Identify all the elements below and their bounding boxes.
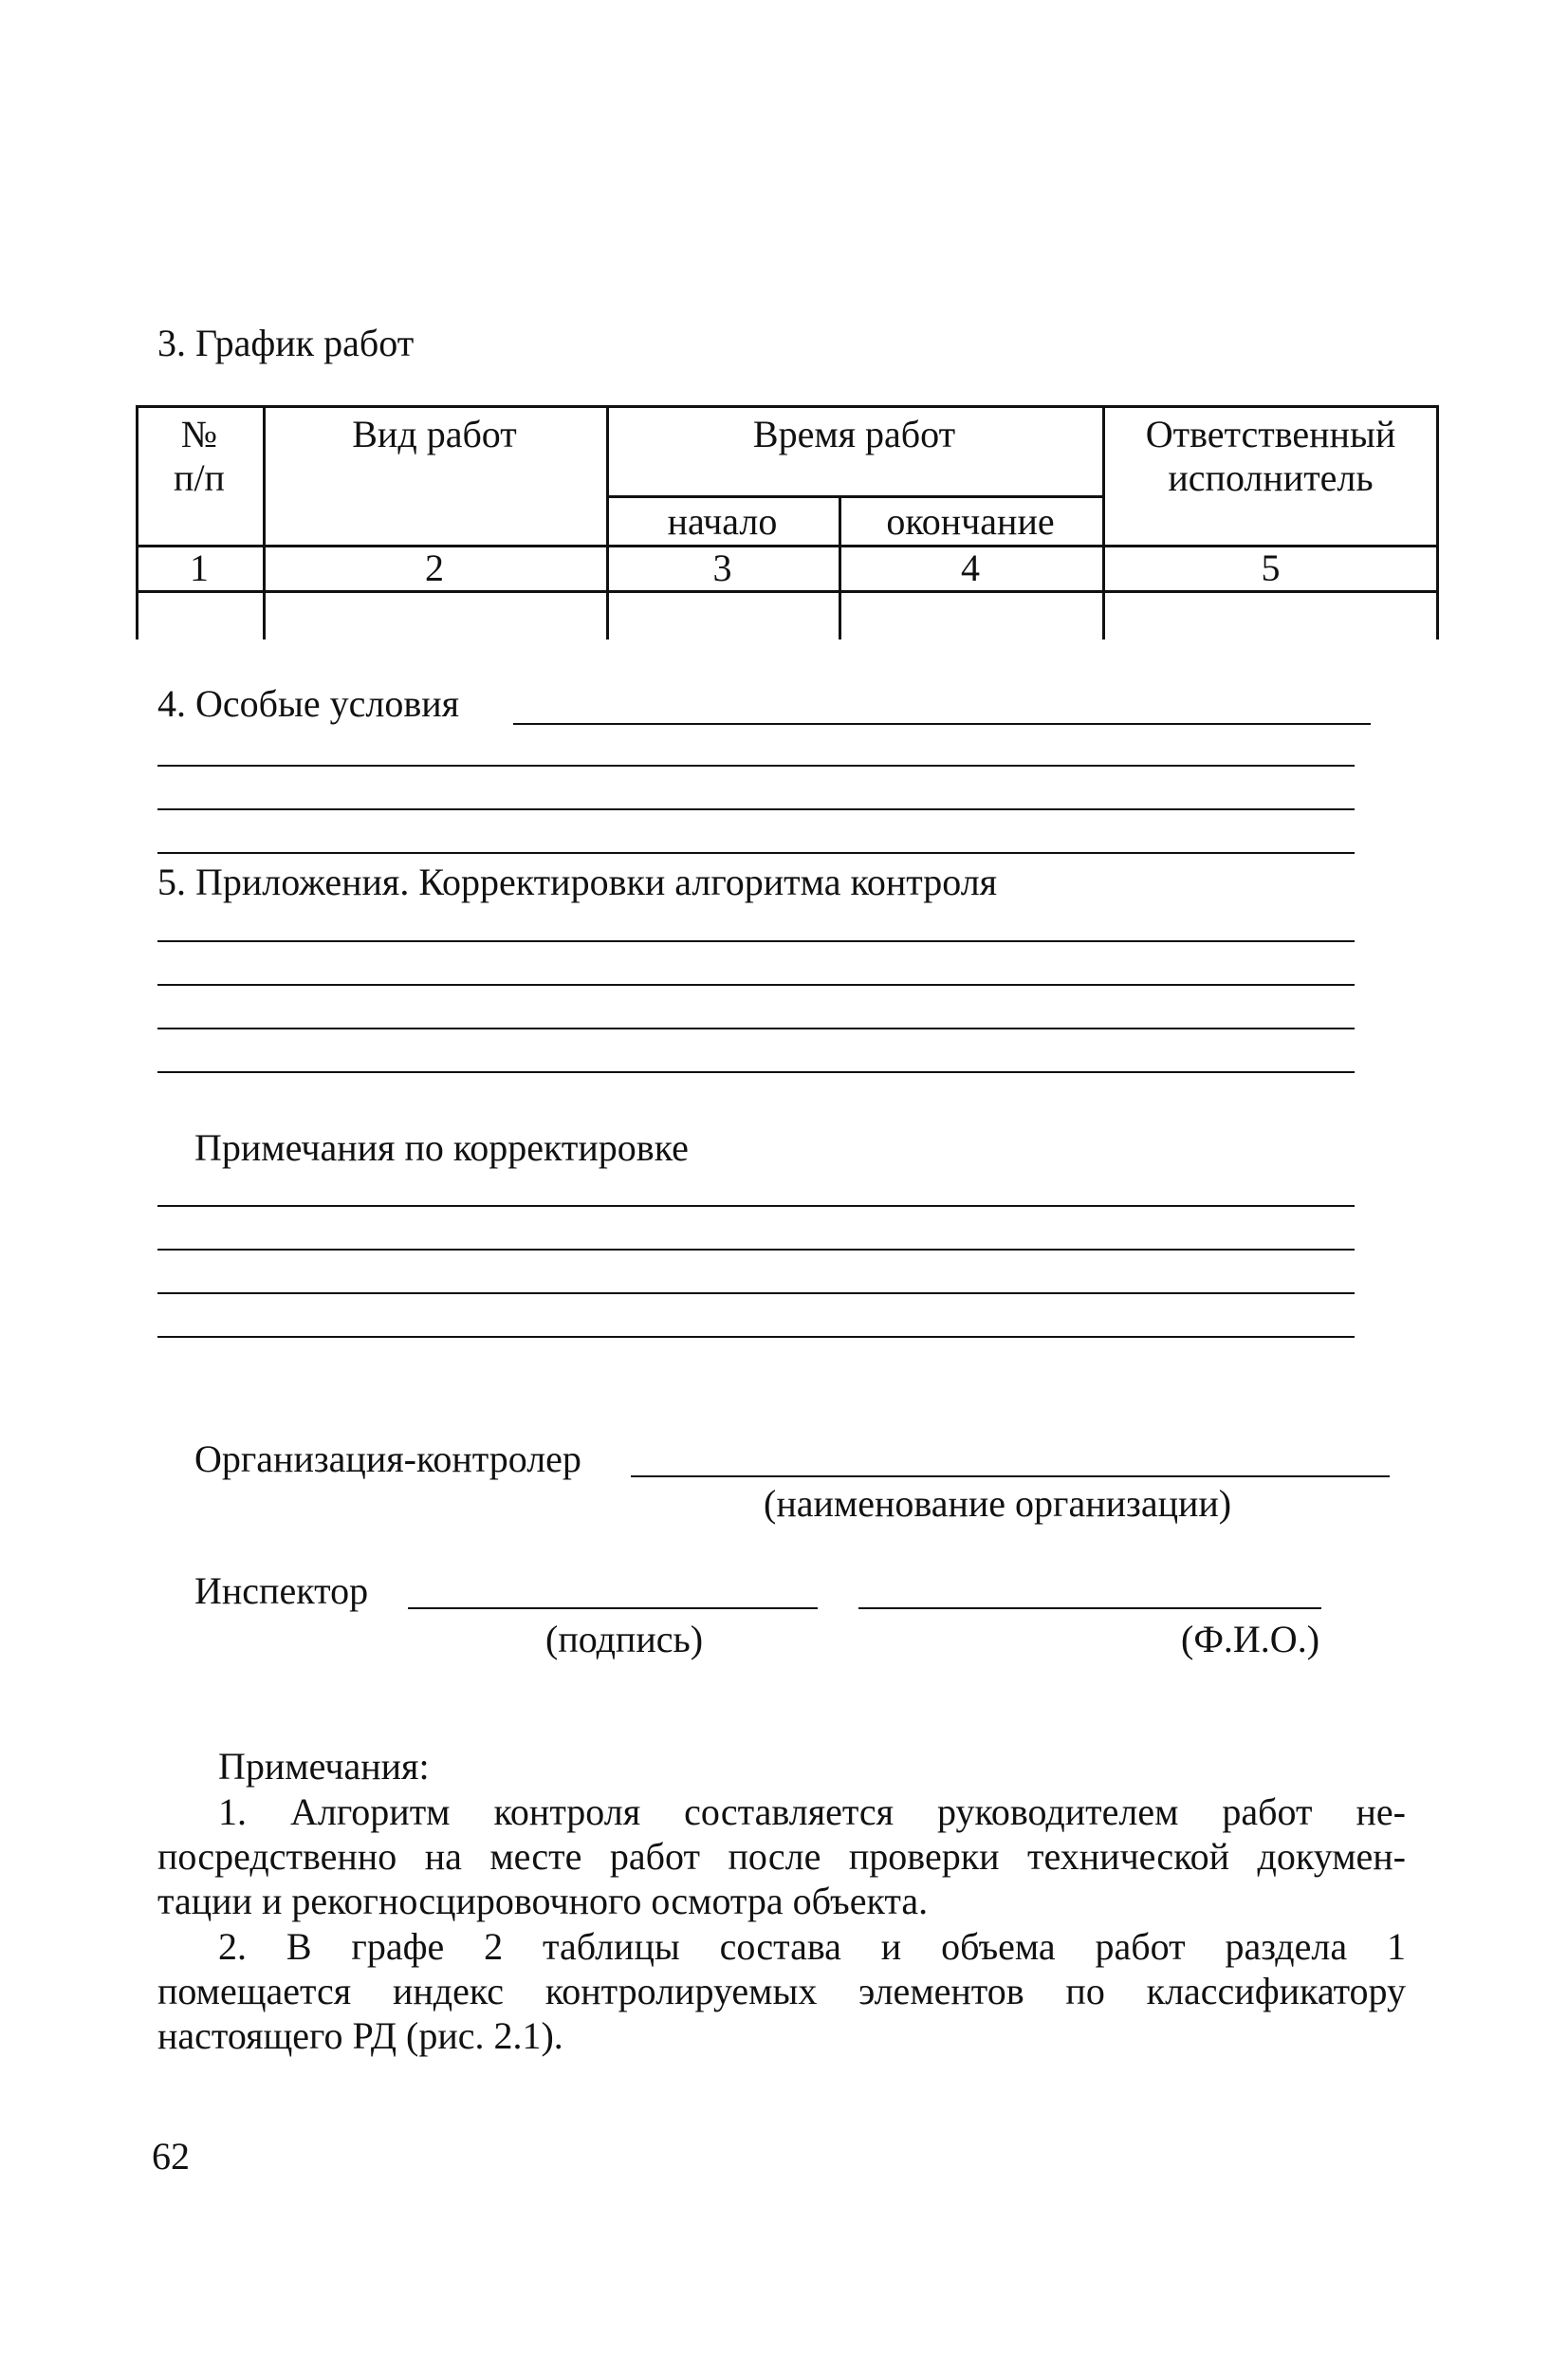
fill-line[interactable] <box>157 940 1355 942</box>
fill-line[interactable] <box>157 1205 1355 1207</box>
col-number-1: 1 <box>190 547 209 589</box>
fill-line[interactable] <box>157 1336 1355 1338</box>
header-work-type: Вид работ <box>352 413 517 455</box>
header-executor: Ответственный исполнитель <box>1145 413 1396 499</box>
fill-line[interactable] <box>157 765 1355 767</box>
section-3-title: 3. График работ <box>157 322 415 364</box>
note-line: посредственно на месте работ после проверки технической докумен- <box>157 1835 1406 1878</box>
col-number-5: 5 <box>1261 547 1281 589</box>
page-number: 62 <box>152 2135 190 2178</box>
note-line: тации и рекогносцировочного осмотра объекта. <box>157 1880 929 1922</box>
header-start: начало <box>667 500 778 543</box>
fill-line[interactable] <box>157 984 1355 986</box>
header-time: Время работ <box>752 413 956 455</box>
col-number-4: 4 <box>961 547 980 589</box>
schedule-table <box>136 405 1439 639</box>
fill-line[interactable] <box>157 1028 1355 1029</box>
inspector-label: Инспектор <box>194 1569 369 1612</box>
correction-notes-title: Примечания по корректировке <box>194 1126 689 1169</box>
notes-title: Примечания: <box>218 1745 430 1788</box>
note-line: 1. Алгоритм контроля составляется руководителем работ не- <box>218 1790 1406 1833</box>
fill-line[interactable] <box>513 723 1371 725</box>
organization-label: Организация-контролер <box>194 1437 581 1480</box>
signature-field[interactable] <box>408 1607 818 1609</box>
fill-line[interactable] <box>157 1292 1355 1294</box>
fill-line[interactable] <box>157 1249 1355 1251</box>
note-line: 2. В графе 2 таблицы состава и объема работ раздела 1 <box>218 1925 1406 1968</box>
col-number-3: 3 <box>712 547 732 589</box>
organization-caption: (наименование организации) <box>764 1482 1232 1525</box>
organization-field[interactable] <box>631 1475 1390 1477</box>
section-4-title: 4. Особые условия <box>157 682 460 725</box>
fill-line[interactable] <box>157 808 1355 810</box>
col-number-2: 2 <box>425 547 444 589</box>
fio-caption: (Ф.И.О.) <box>1181 1618 1320 1660</box>
header-no: № п/п <box>174 413 225 499</box>
fio-field[interactable] <box>858 1607 1321 1609</box>
header-end: окончание <box>886 500 1055 543</box>
note-line: настоящего РД (рис. 2.1). <box>157 2014 563 2057</box>
fill-line[interactable] <box>157 1071 1355 1073</box>
signature-caption: (подпись) <box>545 1618 704 1660</box>
section-5-title: 5. Приложения. Корректировки алгоритма контроля <box>157 861 998 903</box>
fill-line[interactable] <box>157 852 1355 854</box>
note-line: помещается индекс контролируемых элементов по классификатору <box>157 1970 1406 2012</box>
